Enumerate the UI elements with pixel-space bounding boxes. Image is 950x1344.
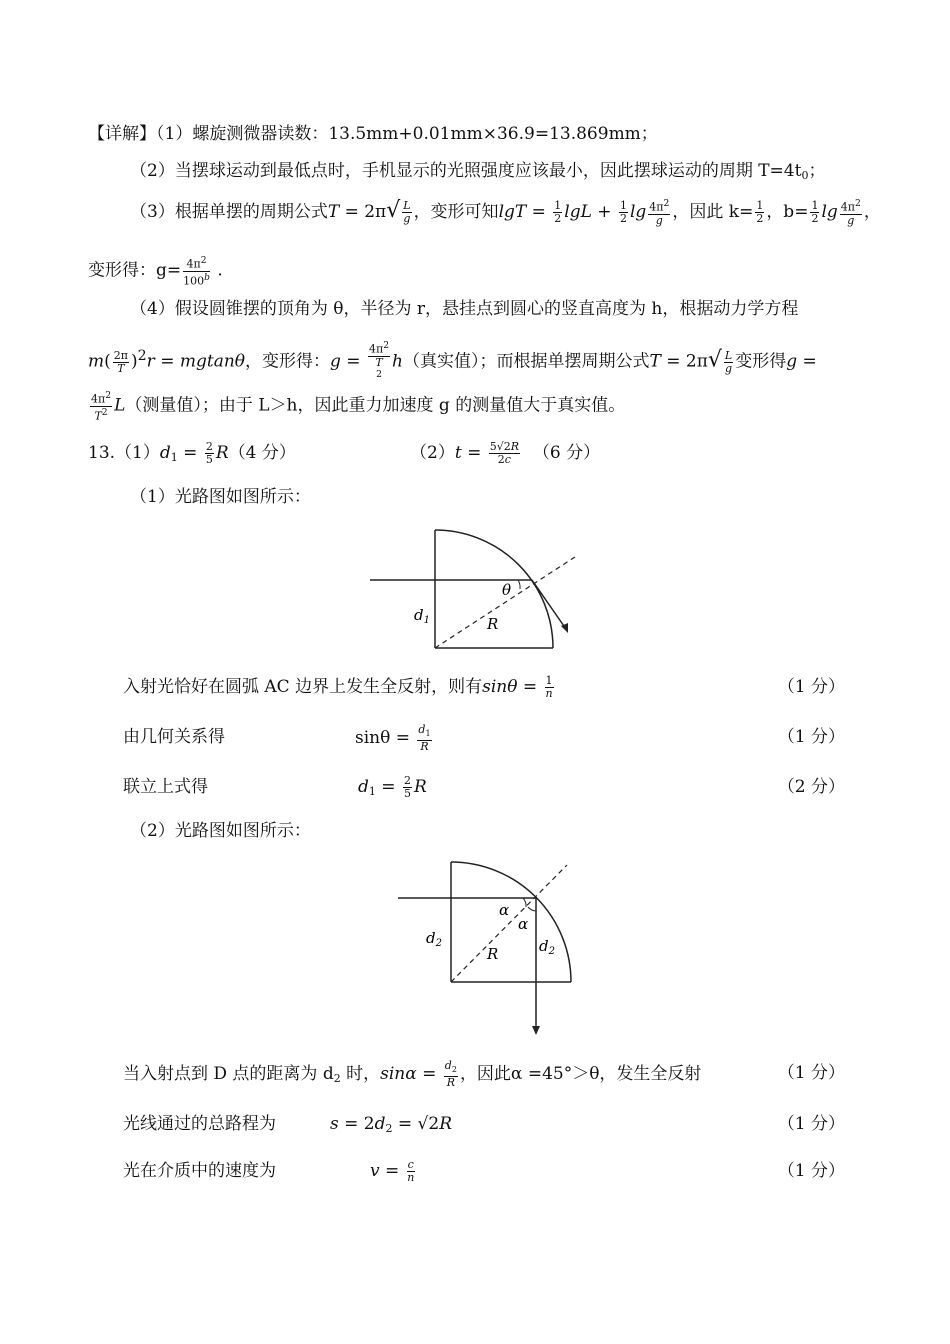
mark-2: （1 分） <box>777 727 845 747</box>
q13-answer-2: （2）t = $\frac{5√2R}{2c}$ （6 分） <box>410 440 601 466</box>
figure-1-light-path <box>360 515 590 660</box>
q13-line-6: 光在介质中的速度为 <box>123 1161 276 1181</box>
detail-line-2: （2）当摆球运动到最低点时，手机显示的光照强度应该最小，因此摆球运动的周期 $T=4t_0$； <box>130 161 826 182</box>
fig2-d2-right: $d_2$ <box>539 937 555 957</box>
detail-line-1: 【详解】（1）螺旋测微器读数：13.5mm+0.01mm×36.9=13.869mm； <box>88 124 658 144</box>
detail-line-3b: 变形得：g= $\frac{4\pi^2}{100^b}$ . <box>88 255 223 288</box>
detail-tag: 【详解】 <box>88 124 156 144</box>
detail-line-4: （4）假设圆锥摆的顶角为 θ，半径为 r，悬挂点到圆心的竖直高度为 h，根据动力学方程 <box>130 299 799 319</box>
fig2-caption: （2）光路图如图所示： <box>130 821 311 841</box>
detail-line-4b: m( $\frac{2\pi}{T}$ )$^2$r = mgtanθ，变形得：g = $4\pi^2$ T $^2$h（真实值）；而根据单摆周期公式T = 2π√ $\frac{L}{g}$ 变形得g = <box>88 340 817 380</box>
q13-eq-6: v = $\frac{c}{n}$ <box>370 1158 415 1184</box>
detail-line-3: （3）根据单摆的周期公式T = 2π√ $\frac{L}{g}$ ，变形可知lgT = $\frac{1}{2}$ lgL + $\frac{1}{2}$ lg $\frac{4\pi^2}{g}$ ，因此 k= $\frac{1}{2}$ ，b= $\frac{1}{2}$ lg $\frac{4\pi^2}{g}$ ， <box>130 198 881 227</box>
detail-line-4c: $\frac{4\pi^2}{T^2}$ L（测量值）；由于 L＞h，因此重力加速度 g 的测量值大于真实值。 <box>91 390 626 423</box>
q13-eq-5: $s = 2d_2 = √2R$ <box>330 1114 453 1135</box>
q13-line-3: 联立上式得 <box>123 777 208 797</box>
fig2-R: R <box>487 945 499 963</box>
figure-2-light-path <box>395 855 585 1040</box>
q13-eq-2: sinθ = $\frac{d_1}{R}$ <box>355 723 431 754</box>
q13-answer-line: $13.(1)d_1$ = $\frac{2}{5}$ R（4 分） <box>88 440 296 466</box>
fig2-alpha-2: α <box>518 915 529 933</box>
mark-4: （1 分） <box>777 1063 845 1083</box>
mark-6: （1 分） <box>777 1161 845 1181</box>
fig1-theta: θ <box>502 581 512 599</box>
q13-line-1: 入射光恰好在圆弧 AC 边界上发生全反射，则有sinθ = $\frac{1}{n}$ <box>123 674 553 700</box>
q13-line-2: 由几何关系得 <box>123 727 225 747</box>
fig1-R: R <box>487 615 499 633</box>
fig1-caption: （1）光路图如图所示： <box>130 487 311 507</box>
mark-5: （1 分） <box>777 1114 845 1134</box>
fig1-d1: $d_1$ <box>414 606 430 626</box>
q13-eq-3: $d_1$ = $\frac{2}{5}$ R <box>358 774 427 800</box>
q13-line-4: 当入射点到 D 点的距离为 $d_2$ 时，sinα = $\frac{d_2}{R}$ ，因此α =45°＞θ，发生全反射 <box>123 1059 702 1090</box>
fig2-d2-left: $d_2$ <box>426 929 442 949</box>
mark-3: （2 分） <box>777 777 845 797</box>
fig2-alpha-1: α <box>499 901 510 919</box>
q13-line-5: 光线通过的总路程为 <box>123 1114 276 1134</box>
mark-1: （1 分） <box>777 677 845 697</box>
